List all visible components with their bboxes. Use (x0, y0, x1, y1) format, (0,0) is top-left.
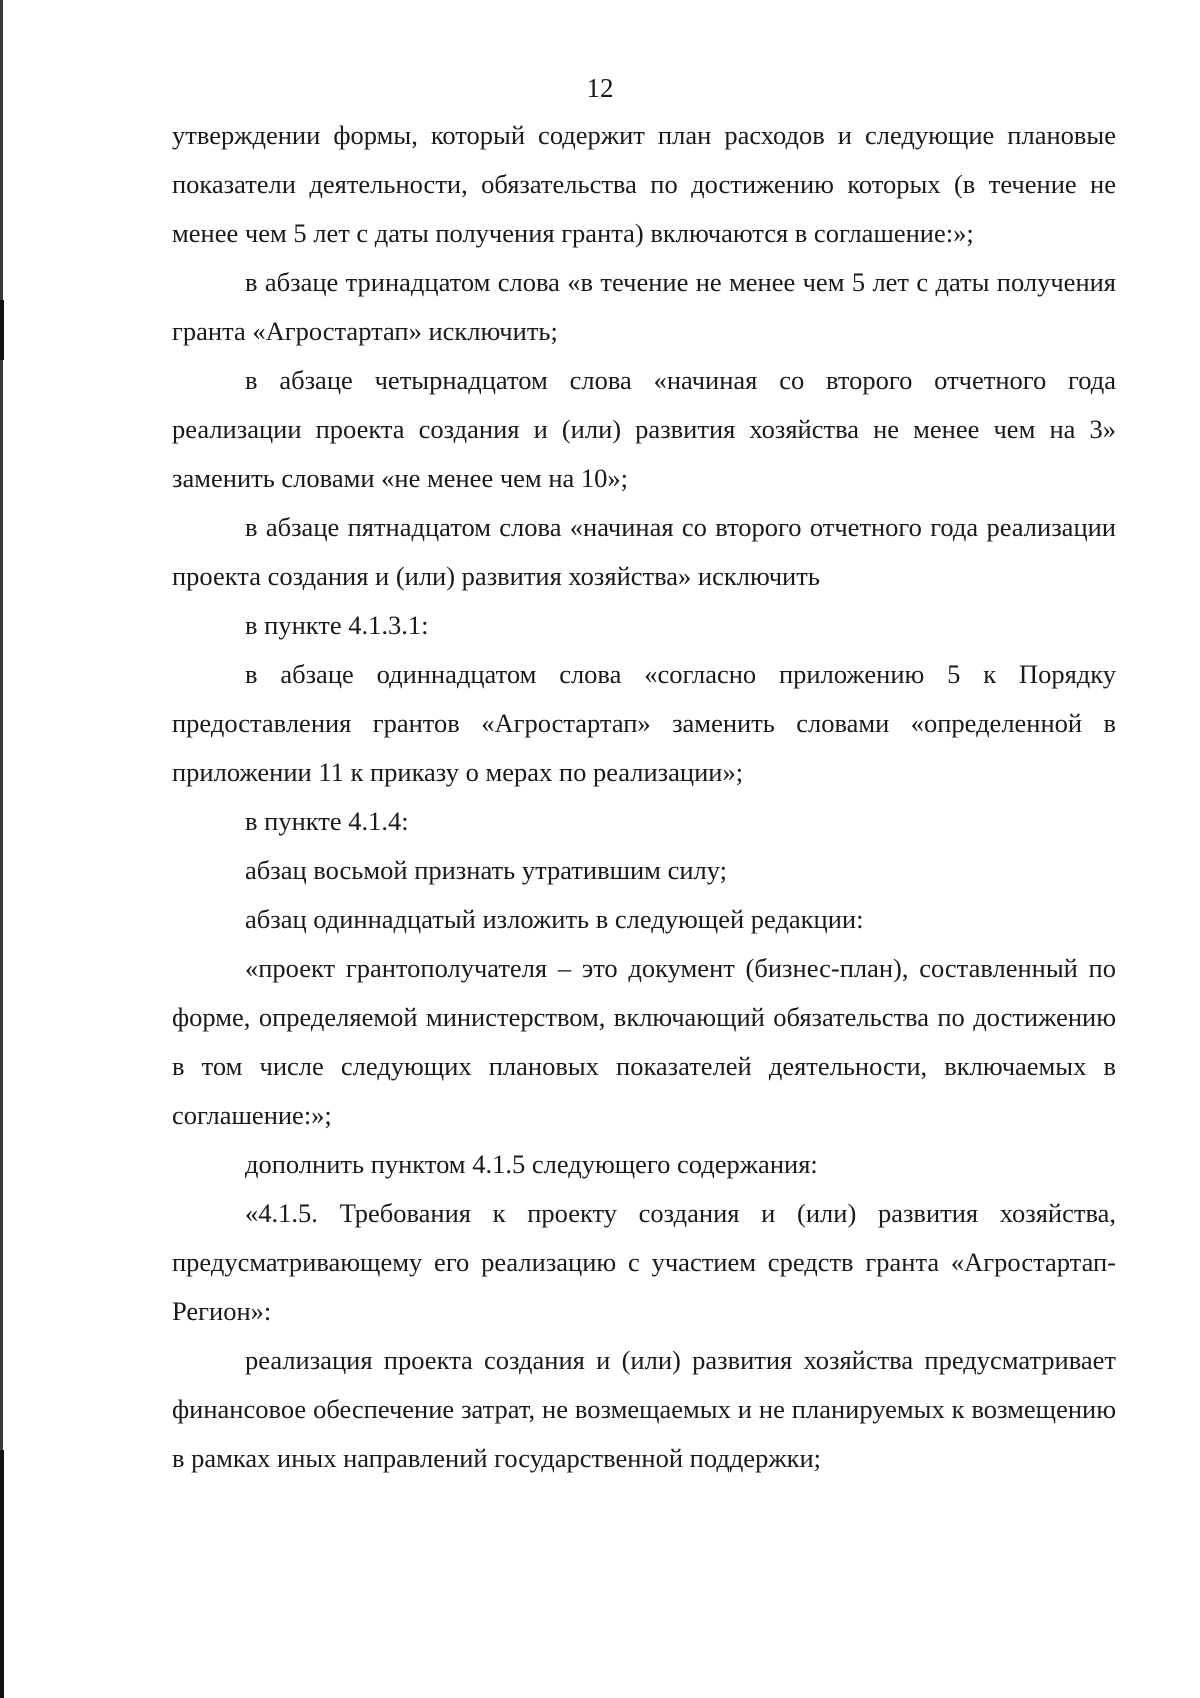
paragraph: «4.1.5. Требования к проекту создания и (или) развития хозяйства, предусматривающему его реализацию с участием средств гранта «Агростартап-Регион»: (172, 1198, 1116, 1326)
page-number: 12 (586, 73, 614, 103)
paragraph: реализация проекта создания и (или) развития хозяйства предусматривает финансовое обеспечение затрат, не возмещаемых и не планируемых к возмещению в рамках иных направлений государственной поддержки; (172, 1345, 1116, 1473)
paragraph: в пункте 4.1.3.1: (245, 610, 429, 640)
paragraph: в абзаце тринадцатом слова «в течение не менее чем 5 лет с даты получения гранта «Агростартап» исключить; (172, 267, 1116, 346)
paragraph: дополнить пунктом 4.1.5 следующего содержания: (245, 1149, 818, 1179)
paragraph: в абзаце четырнадцатом слова «начиная со второго отчетного года реализации проекта создания и (или) развития хозяйства не менее чем на 3» заменить словами «не менее чем на 10»; (172, 365, 1116, 493)
scan-edge-mark (0, 1450, 4, 1698)
paragraph: утверждении формы, который содержит план расходов и следующие плановые показатели деятельности, обязательства по достижению которых (в течение не менее чем 5 лет с даты получения гранта) включаются в соглашение:»; (172, 120, 1116, 248)
paragraph: «проект грантополучателя – это документ (бизнес-план), составленный по форме, определяемой министерством, включающий обязательства по достижению в том числе следующих плановых показателей деятельности, включаемых в соглашение:»; (172, 953, 1116, 1130)
scan-left-edge (0, 0, 3, 1698)
paragraph: в пункте 4.1.4: (245, 806, 409, 836)
scan-edge-mark (0, 300, 4, 360)
paragraph: абзац одиннадцатый изложить в следующей редакции: (245, 904, 864, 934)
paragraph: абзац восьмой признать утратившим силу; (245, 855, 727, 885)
paragraph: в абзаце пятнадцатом слова «начиная со второго отчетного года реализации проекта создания и (или) развития хозяйства» исключить (172, 512, 1116, 591)
paragraph: в абзаце одиннадцатом слова «согласно приложению 5 к Порядку предоставления грантов «Агростартап» заменить словами «определенной в приложении 11 к приказу о мерах по реализации»; (172, 659, 1116, 787)
document-body (172, 111, 1116, 1483)
